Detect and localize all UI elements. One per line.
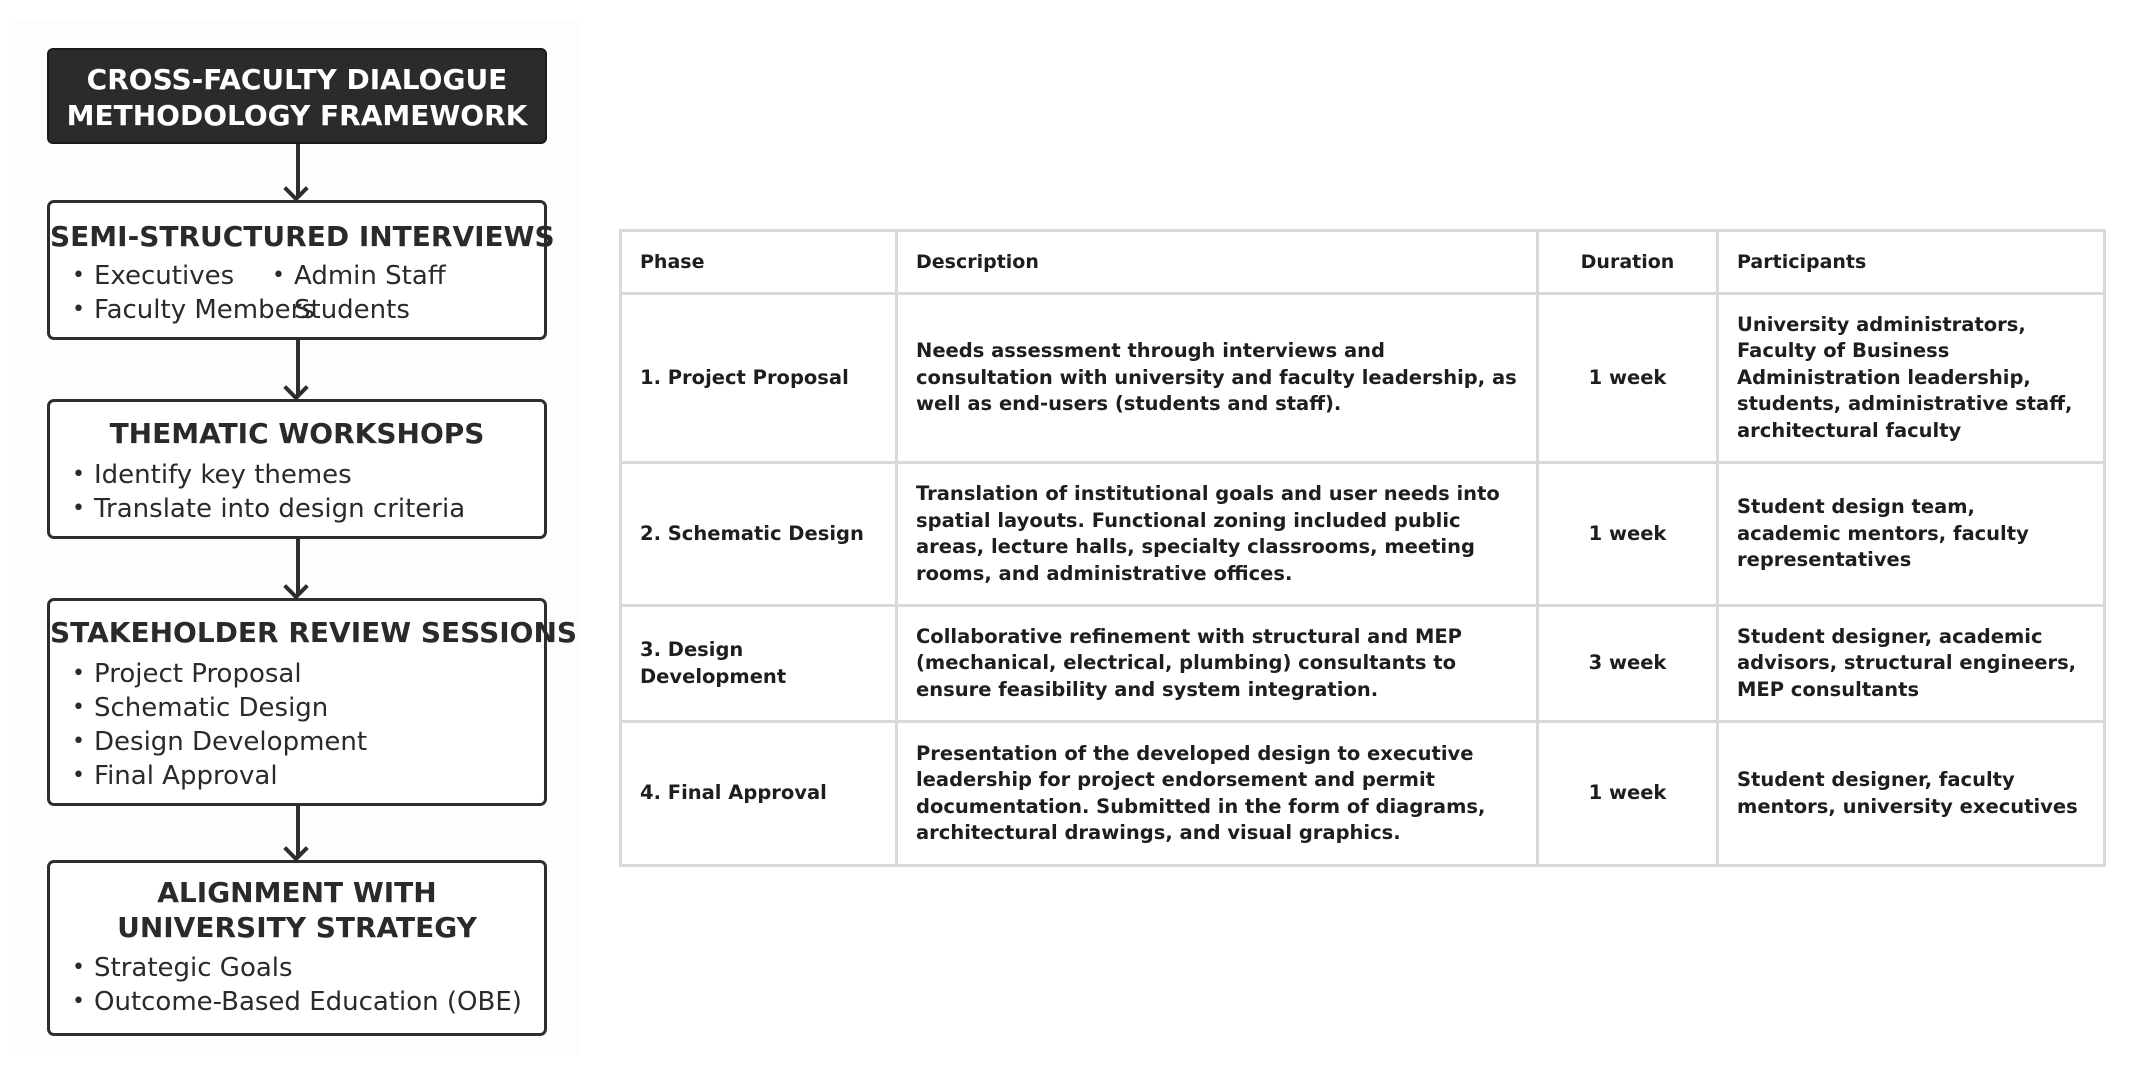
alignment-box xyxy=(47,860,547,1036)
header-duration: Duration xyxy=(1538,231,1718,294)
table-row xyxy=(621,294,2105,463)
interviews-title: SEMI-STRUCTURED INTERVIEWS xyxy=(50,220,555,253)
workshops-title: THEMATIC WORKSHOPS xyxy=(109,417,485,450)
list-item: • Admin Staff xyxy=(272,261,446,291)
cell-phase: 3. Design Development xyxy=(621,606,897,722)
list-item: • Project Proposal xyxy=(72,659,302,689)
list-item: • Faculty Members xyxy=(72,295,315,325)
workshops-box xyxy=(47,399,547,539)
table-row xyxy=(621,463,2105,606)
review-title: STAKEHOLDER REVIEW SESSIONS xyxy=(50,616,578,649)
list-item: • Identify key themes xyxy=(72,460,352,490)
cell-description: Needs assessment through interviews and consultation with university and faculty leadership, as well as end-users (students and staff). xyxy=(897,294,1538,463)
list-item: • Design Development xyxy=(72,727,368,757)
flow-arrow-2 xyxy=(296,340,300,395)
cell-participants: Student designer, faculty mentors, university executives xyxy=(1718,722,2105,866)
framework-title xyxy=(47,48,547,144)
alignment-title-line1: ALIGNMENT WITH xyxy=(157,876,437,909)
list-item: • Final Approval xyxy=(72,761,278,791)
interviews-box xyxy=(47,200,555,340)
flow-arrow-4 xyxy=(296,806,300,856)
table-row xyxy=(621,606,2105,722)
cell-description: Presentation of the developed design to executive leadership for project endorsement and permit documentation. Submitted in the form of diagrams, architectural drawings, and visual graphics. xyxy=(897,722,1538,866)
cell-participants: University administrators, Faculty of Business Administration leadership, students, administrative staff, architectural faculty xyxy=(1718,294,2105,463)
framework-title-line2: METHODOLOGY FRAMEWORK xyxy=(66,99,528,132)
interviews-list xyxy=(50,259,544,327)
flow-arrow-3 xyxy=(296,539,300,594)
cell-phase: 1. Project Proposal xyxy=(621,294,897,463)
cell-phase: 4. Final Approval xyxy=(621,722,897,866)
cell-participants: Student design team, academic mentors, faculty representatives xyxy=(1718,463,2105,606)
list-item: • Translate into design criteria xyxy=(72,494,466,524)
cell-phase: 2. Schematic Design xyxy=(621,463,897,606)
header-description: Description xyxy=(897,231,1538,294)
list-item: • Executives xyxy=(72,261,235,291)
cell-duration: 1 week xyxy=(1538,463,1718,606)
header-participants: Participants xyxy=(1718,231,2105,294)
alignment-title-line2: UNIVERSITY STRATEGY xyxy=(117,911,477,944)
flow-arrow-1 xyxy=(296,144,300,196)
methodology-flow-diagram xyxy=(14,20,581,1056)
list-item: • Strategic Goals xyxy=(72,953,293,983)
phase-table xyxy=(619,229,2106,867)
list-item: • Schematic Design xyxy=(72,693,329,723)
workshops-list xyxy=(50,458,544,526)
alignment-list xyxy=(50,951,544,1019)
list-item: • Outcome-Based Education (OBE) xyxy=(72,987,522,1017)
table-header-row xyxy=(621,231,2105,294)
list-item: Students xyxy=(294,295,410,325)
cell-description: Translation of institutional goals and user needs into spatial layouts. Functional zoning included public areas, lecture halls, specialty classrooms, meeting rooms, and administrative offices. xyxy=(897,463,1538,606)
cell-duration: 3 week xyxy=(1538,606,1718,722)
cell-description: Collaborative refinement with structural and MEP (mechanical, electrical, plumbing) consultants to ensure feasibility and system integration. xyxy=(897,606,1538,722)
review-box xyxy=(47,598,578,806)
cell-duration: 1 week xyxy=(1538,294,1718,463)
framework-title-line1: CROSS-FACULTY DIALOGUE xyxy=(86,63,508,96)
table-row xyxy=(621,722,2105,866)
header-phase: Phase xyxy=(621,231,897,294)
review-list xyxy=(50,657,544,793)
cell-duration: 1 week xyxy=(1538,722,1718,866)
cell-participants: Student designer, academic advisors, structural engineers, MEP consultants xyxy=(1718,606,2105,722)
